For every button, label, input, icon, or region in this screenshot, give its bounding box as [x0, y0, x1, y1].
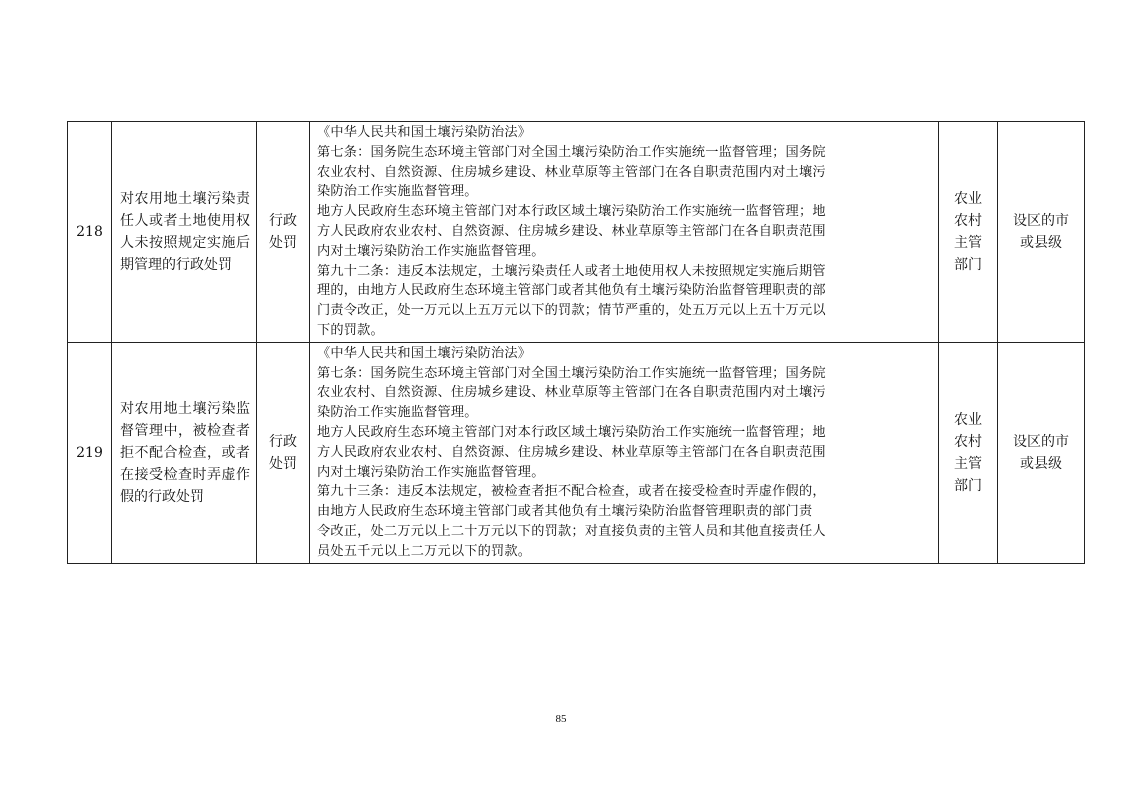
row-number: 218: [76, 223, 103, 240]
page-number: 85: [555, 713, 567, 725]
jurisdiction-level: 设区的市或县级: [1013, 433, 1069, 472]
item-name-cell: [112, 122, 257, 343]
jurisdiction-level: 设区的市或县级: [1013, 212, 1069, 251]
department-cell: [939, 122, 998, 343]
legal-basis-line: 方人民政府农业农村、自然资源、住房城乡建设、林业草原等主管部门在各自职责范围: [317, 223, 826, 239]
department: 农业农村主管部门: [954, 190, 982, 273]
table-row: [68, 342, 1085, 563]
legal-basis-line: 农业农村、自然资源、住房城乡建设、林业草原等主管部门在各自职责范围内对土壤污: [317, 385, 826, 401]
department-cell: [939, 342, 998, 563]
legal-basis-line: 地方人民政府生态环境主管部门对本行政区域土壤污染防治工作实施统一监督管理；地: [317, 204, 826, 220]
item-type: 行政处罚: [269, 433, 297, 472]
legal-basis-line: 第九十三条：违反本法规定，被检查者拒不配合检查，或者在接受检查时弄虚作假的，: [317, 484, 826, 500]
legal-basis-line: 下的罚款。: [317, 322, 384, 338]
table-row: [68, 122, 1085, 343]
legal-basis-line: 地方人民政府生态环境主管部门对本行政区域土壤污染防治工作实施统一监督管理；地: [317, 424, 826, 440]
row-number-cell: [68, 342, 112, 563]
legal-basis-line: 门责令改正，处一万元以上五万元以下的罚款；情节严重的，处五万元以上五十万元以: [317, 303, 826, 319]
legal-basis-line: 由地方人民政府生态环境主管部门或者其他负有土壤污染防治监督管理职责的部门责: [317, 504, 813, 520]
item-name: 对农用地土壤污染责任人或者土地使用权人未按照规定实施后期管理的行政处罚: [120, 190, 250, 273]
item-name-cell: [112, 342, 257, 563]
penalty-table: [67, 121, 1085, 564]
table-body: [68, 122, 1085, 564]
legal-basis-line: 《中华人民共和国土壤污染防治法》: [317, 125, 532, 140]
item-type-cell: [257, 122, 310, 343]
row-number-cell: [68, 122, 112, 343]
row-number: 219: [76, 444, 103, 461]
legal-basis-line: 令改正，处二万元以上二十万元以下的罚款；对直接负责的主管人员和其他直接责任人: [317, 523, 826, 539]
legal-basis-line: 内对土壤污染防治工作实施监督管理。: [317, 464, 545, 480]
legal-basis-cell: [310, 342, 939, 563]
legal-basis-line: 员处五千元以上二万元以下的罚款。: [317, 543, 532, 559]
legal-basis-line: 内对土壤污染防治工作实施监督管理。: [317, 243, 545, 259]
legal-basis-line: 第九十二条：违反本法规定，土壤污染责任人或者土地使用权人未按照规定实施后期管: [317, 263, 826, 279]
legal-basis-cell: [310, 122, 939, 343]
item-type-cell: [257, 342, 310, 563]
legal-basis-line: 第七条：国务院生态环境主管部门对全国土壤污染防治工作实施统一监督管理；国务院: [317, 144, 826, 160]
legal-basis-line: 染防治工作实施监督管理。: [317, 405, 478, 421]
legal-basis-line: 方人民政府农业农村、自然资源、住房城乡建设、林业草原等主管部门在各自职责范围: [317, 444, 826, 460]
department: 农业农村主管部门: [954, 411, 982, 494]
jurisdiction-level-cell: [998, 342, 1085, 563]
item-name: 对农用地土壤污染监督管理中，被检查者拒不配合检查，或者在接受检查时弄虚作假的行政处罚: [120, 400, 250, 505]
item-type: 行政处罚: [269, 212, 297, 251]
legal-basis-line: 农业农村、自然资源、住房城乡建设、林业草原等主管部门在各自职责范围内对土壤污: [317, 164, 826, 180]
legal-basis-line: 《中华人民共和国土壤污染防治法》: [317, 345, 532, 361]
legal-basis-line: 理的，由地方人民政府生态环境主管部门或者其他负有土壤污染防治监督管理职责的部: [317, 283, 826, 299]
legal-basis-line: 第七条：国务院生态环境主管部门对全国土壤污染防治工作实施统一监督管理；国务院: [317, 365, 826, 381]
jurisdiction-level-cell: [998, 122, 1085, 343]
legal-basis-line: 染防治工作实施监督管理。: [317, 184, 478, 200]
